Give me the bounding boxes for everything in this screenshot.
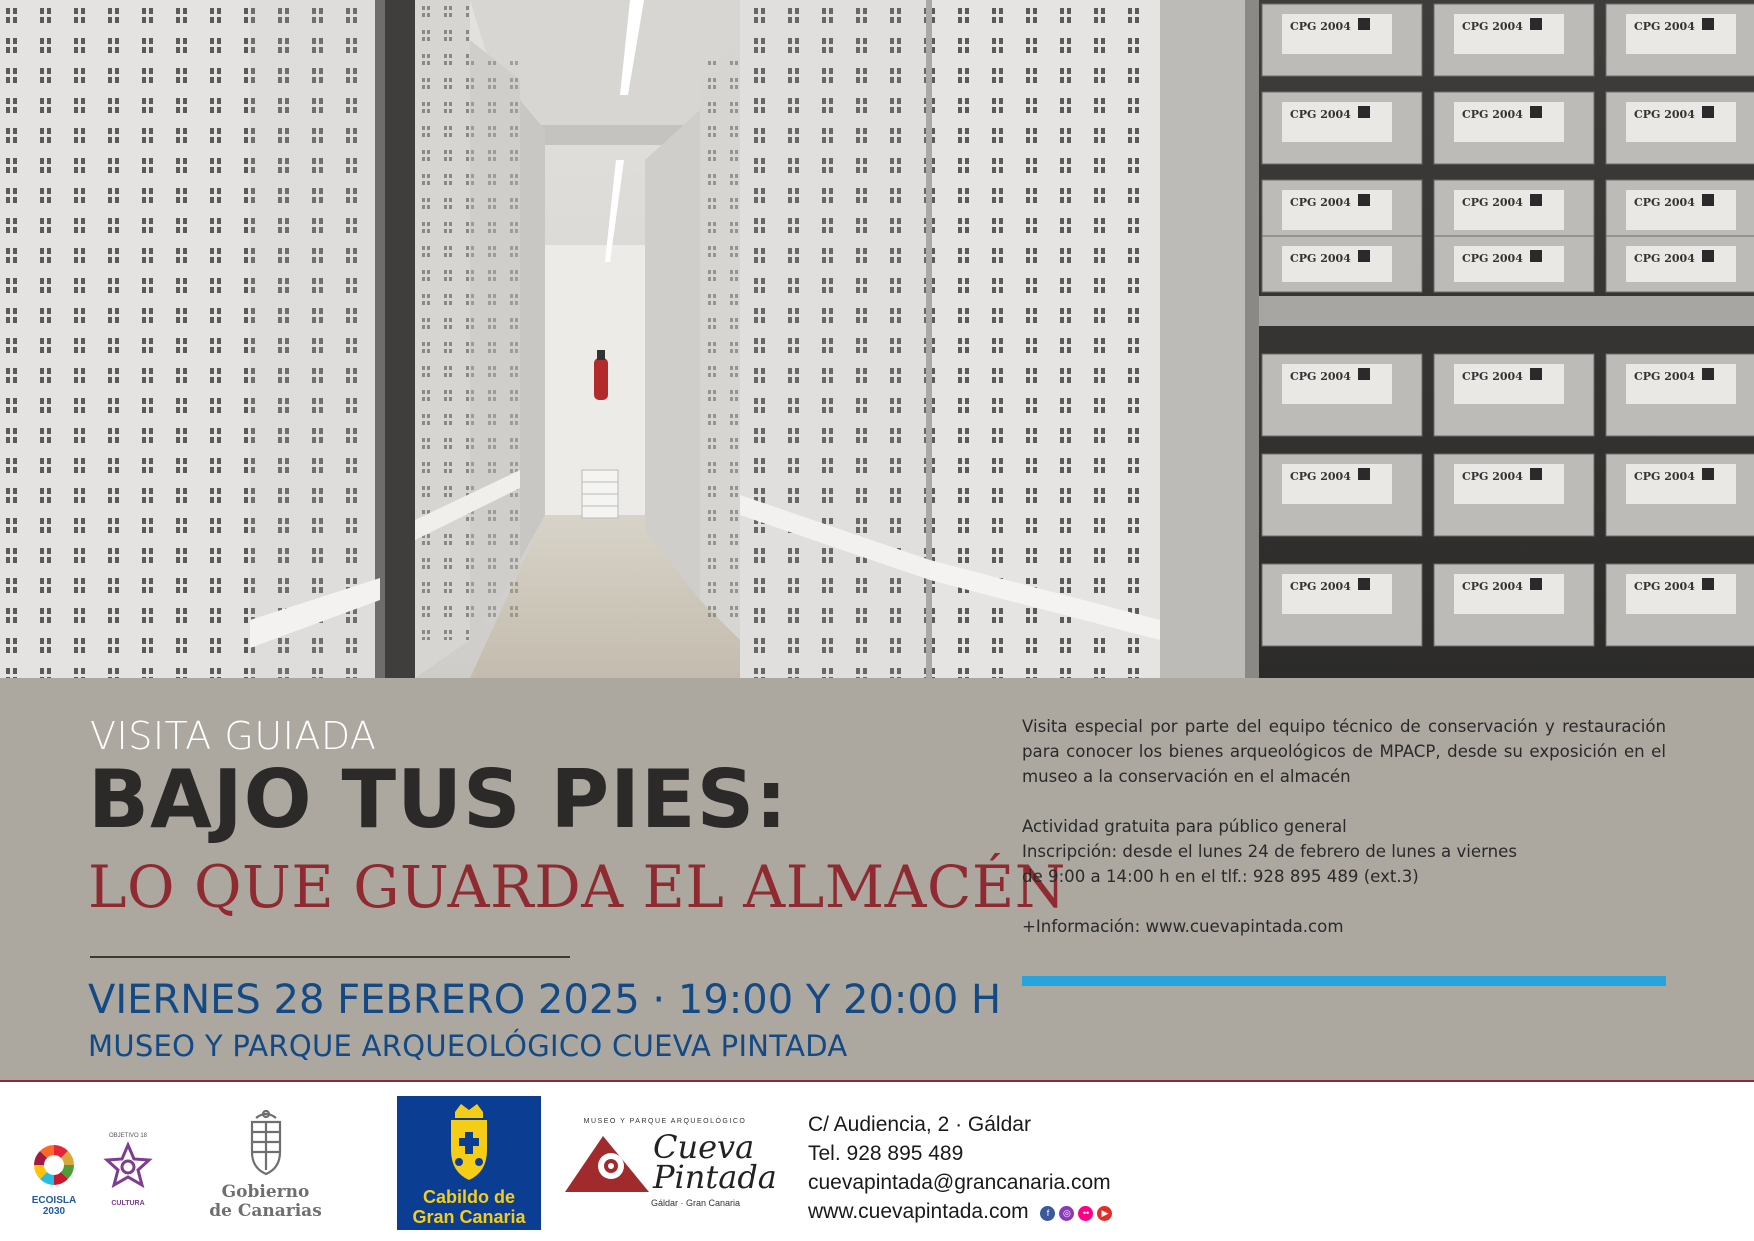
box-label-text: CPG 2004 xyxy=(1634,196,1695,209)
event-kicker: VISITA GUIADA xyxy=(90,714,377,758)
event-venue: MUSEO Y PARQUE ARQUEOLÓGICO CUEVA PINTADA xyxy=(88,1029,848,1063)
cueva-word2: Pintada xyxy=(653,1158,777,1196)
box-label-text: CPG 2004 xyxy=(1634,470,1695,483)
box-tag xyxy=(1358,106,1370,118)
box-tag xyxy=(1530,368,1542,380)
box-label-text: CPG 2004 xyxy=(1634,370,1695,383)
event-description xyxy=(1022,714,1666,939)
footer xyxy=(0,1080,1754,1241)
ecoisla-wheel-icon xyxy=(24,1140,84,1190)
cultura-star-icon xyxy=(101,1140,155,1194)
box-label-text: CPG 2004 xyxy=(1290,370,1351,383)
box-tag xyxy=(1702,368,1714,380)
box-tag xyxy=(1702,18,1714,30)
box-label-text: CPG 2004 xyxy=(1634,108,1695,121)
box-tag xyxy=(1358,194,1370,206)
description-more-info: +Información: www.cuevapintada.com xyxy=(1022,917,1344,936)
cueva-mountain-icon xyxy=(565,1132,649,1198)
instagram-icon[interactable]: ◎ xyxy=(1059,1206,1074,1221)
box-label-text: CPG 2004 xyxy=(1290,108,1351,121)
box-label-text: CPG 2004 xyxy=(1290,470,1351,483)
box-label-text: CPG 2004 xyxy=(1290,196,1351,209)
box-label-text: CPG 2004 xyxy=(1462,470,1523,483)
box-label-text: CPG 2004 xyxy=(1290,20,1351,33)
description-registration-2: de 9:00 a 14:00 h en el tlf.: 928 895 489 (ext.3) xyxy=(1022,867,1419,886)
contact-web[interactable]: www.cuevapintada.com xyxy=(808,1200,1029,1223)
ecoisla-logo xyxy=(24,1140,84,1217)
contact-email[interactable]: cuevapintada@grancanaria.com xyxy=(808,1171,1111,1194)
box-tag xyxy=(1358,468,1370,480)
title-divider xyxy=(90,956,570,958)
box-tag xyxy=(1530,578,1542,590)
box-label-text: CPG 2004 xyxy=(1290,252,1351,265)
description-intro: Visita especial por parte del equipo técnico de conservación y restauración para conocer los bienes arqueológicos de MPACP, desde su exposición en el museo a la conservación en el almacén xyxy=(1022,717,1666,786)
objetivo-label: OBJETIVO 18 xyxy=(108,1133,147,1139)
info-panel xyxy=(0,678,1754,1080)
box-tag xyxy=(1530,250,1542,262)
box-label-text: CPG 2004 xyxy=(1462,20,1523,33)
box-label-text: CPG 2004 xyxy=(1462,580,1523,593)
gobierno-canarias-logo xyxy=(208,1108,323,1221)
box-label-text: CPG 2004 xyxy=(1290,580,1351,593)
cabildo-gran-canaria-logo xyxy=(397,1096,541,1230)
box-tag xyxy=(1358,368,1370,380)
social-links xyxy=(1040,1198,1116,1227)
box-label-text: CPG 2004 xyxy=(1462,370,1523,383)
box-tag xyxy=(1530,194,1542,206)
cueva-bottom-label: Gáldar · Gran Canaria xyxy=(651,1198,741,1208)
gobierno-line2: de Canarias xyxy=(209,1201,322,1221)
box-tag xyxy=(1702,194,1714,206)
box-tag xyxy=(1530,468,1542,480)
gobierno-shield-icon xyxy=(239,1108,293,1178)
box-tag xyxy=(1358,250,1370,262)
event-title: BAJO TUS PIES: xyxy=(88,753,789,846)
contact-address: C/ Audiencia, 2 · Gáldar xyxy=(808,1113,1031,1136)
youtube-icon[interactable]: ▶ xyxy=(1097,1206,1112,1221)
cueva-top-label: MUSEO Y PARQUE ARQUEOLÓGICO xyxy=(583,1118,747,1125)
flickr-icon[interactable]: •• xyxy=(1078,1206,1093,1221)
box-label-text: CPG 2004 xyxy=(1634,252,1695,265)
cabildo-line1: Cabildo de xyxy=(422,1187,515,1207)
box-tag xyxy=(1530,18,1542,30)
cueva-pintada-logo xyxy=(565,1118,777,1228)
cabildo-crest-icon xyxy=(439,1102,499,1182)
cabildo-line2: Gran Canaria xyxy=(412,1207,526,1227)
box-tag xyxy=(1530,106,1542,118)
box-tag xyxy=(1702,578,1714,590)
cultura-label: CULTURA xyxy=(111,1200,145,1207)
objetivo-cultura-logo xyxy=(98,1132,158,1212)
description-registration-1: Inscripción: desde el lunes 24 de febrero de lunes a viernes xyxy=(1022,842,1518,861)
box-label-text: CPG 2004 xyxy=(1634,580,1695,593)
contact-phone: Tel. 928 895 489 xyxy=(808,1142,964,1165)
box-label-text: CPG 2004 xyxy=(1462,108,1523,121)
event-subtitle: LO QUE GUARDA EL ALMACÉN xyxy=(88,853,1066,921)
box-tag xyxy=(1358,18,1370,30)
description-free: Actividad gratuita para público general xyxy=(1022,817,1347,836)
contact-block xyxy=(808,1110,1116,1227)
cueva-word1: Cueva xyxy=(653,1128,755,1166)
box-tag xyxy=(1702,468,1714,480)
ecoisla-label: ECOISLA xyxy=(31,1195,77,1206)
accent-divider xyxy=(1022,976,1666,986)
gobierno-line1: Gobierno xyxy=(221,1182,310,1202)
box-label-text: CPG 2004 xyxy=(1462,196,1523,209)
box-label-text: CPG 2004 xyxy=(1462,252,1523,265)
box-tag xyxy=(1702,106,1714,118)
box-tag xyxy=(1702,250,1714,262)
box-tag xyxy=(1358,578,1370,590)
facebook-icon[interactable]: f xyxy=(1040,1206,1055,1221)
ecoisla-year: 2030 xyxy=(42,1206,66,1217)
box-label-text: CPG 2004 xyxy=(1634,20,1695,33)
event-date-time: VIERNES 28 FEBRERO 2025 · 19:00 Y 20:00 H xyxy=(88,977,1002,1023)
